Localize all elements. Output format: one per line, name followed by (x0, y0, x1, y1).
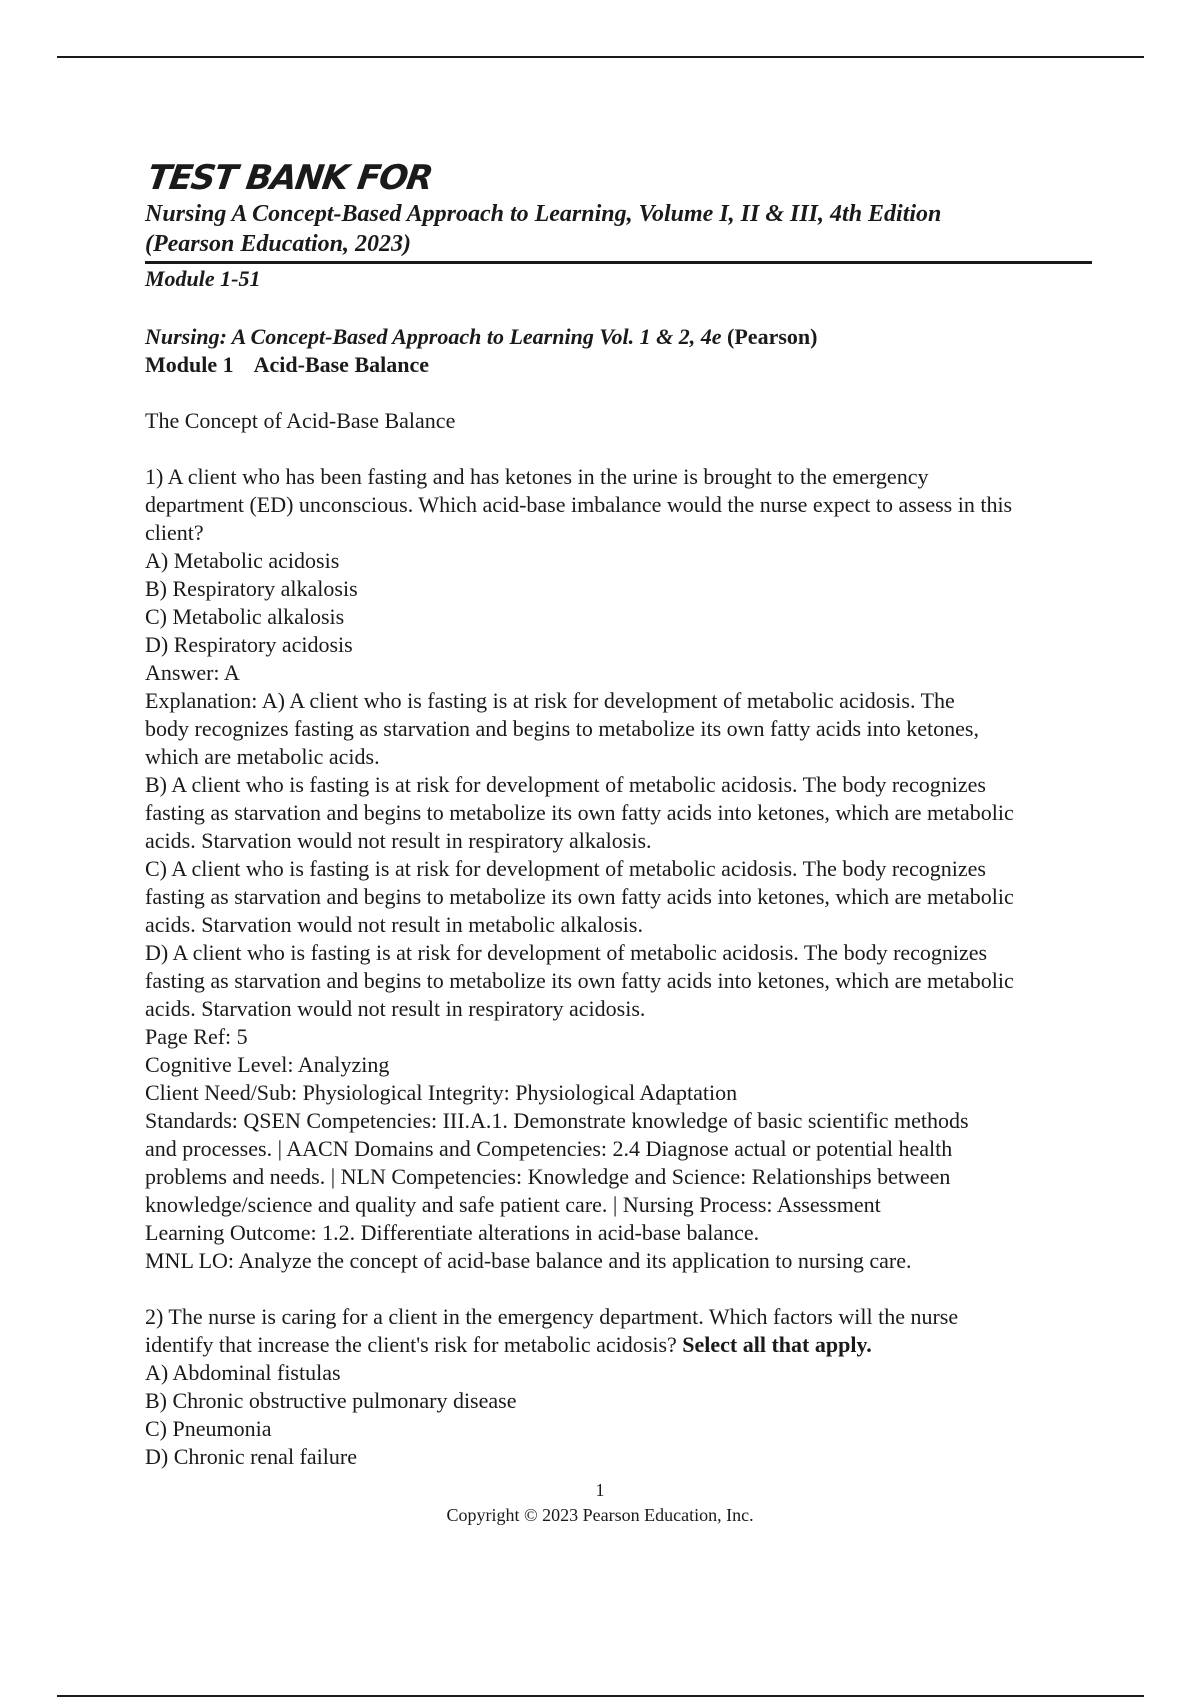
q1-standards-3: problems and needs. | NLN Competencies: Knowledge and Science: Relationships between (145, 1164, 951, 1189)
q1-page-ref: Page Ref: 5 (145, 1024, 248, 1049)
q1-explanation-a-1: Explanation: A) A client who is fasting is at risk for development of metabolic acidosis. The (145, 688, 955, 713)
q1-explanation-b-1: B) A client who is fasting is at risk for development of metabolic acidosis. The body recognizes (145, 772, 986, 797)
q1-explanation-d-1: D) A client who is fasting is at risk for development of metabolic acidosis. The body recognizes (145, 940, 988, 965)
q1-option-b: B) Respiratory alkalosis (145, 576, 358, 601)
q1-explanation-b-3: acids. Starvation would not result in respiratory alkalosis. (145, 828, 652, 853)
test-bank-heading: TEST BANK FOR (145, 158, 435, 198)
q1-explanation-a-3: which are metabolic acids. (145, 744, 380, 769)
q1-cognitive-level: Cognitive Level: Analyzing (145, 1052, 390, 1077)
q1-explanation-a-2: body recognizes fasting as starvation and begins to metabolize its own fatty acids into ketones, (145, 716, 979, 741)
q1-standards-2: and processes. | AACN Domains and Competencies: 2.4 Diagnose actual or potential health (145, 1136, 953, 1161)
q2-stem-text: identify that increase the client's risk for metabolic acidosis? (145, 1332, 677, 1357)
q1-stem-line-3: client? (145, 520, 204, 545)
title-underline (145, 261, 1092, 264)
module-range: Module 1-51 (145, 266, 261, 291)
edition-line (145, 323, 1095, 351)
q1-standards-1: Standards: QSEN Competencies: III.A.1. Demonstrate knowledge of basic scientific methods (145, 1108, 969, 1133)
q1-explanation-d-3: acids. Starvation would not result in respiratory acidosis. (145, 996, 646, 1021)
question-2 (145, 1303, 1095, 1471)
q1-explanation-c-3: acids. Starvation would not result in metabolic alkalosis. (145, 912, 643, 937)
edition-title: Nursing: A Concept-Based Approach to Learning Vol. 1 & 2, 4e (145, 324, 722, 349)
q2-option-d: D) Chronic renal failure (145, 1444, 357, 1469)
q1-answer: Answer: A (145, 660, 240, 685)
top-rule (57, 56, 1144, 58)
q1-mnl-lo: MNL LO: Analyze the concept of acid-base balance and its application to nursing care. (145, 1248, 912, 1273)
concept-title: The Concept of Acid-Base Balance (145, 408, 456, 433)
book-title-line-1: Nursing A Concept-Based Approach to Learning, Volume I, II & III, 4th Edition (145, 201, 942, 227)
module-title: Acid-Base Balance (253, 352, 430, 377)
q1-explanation-b-2: fasting as starvation and begins to metabolize its own fatty acids into ketones, which are metabolic (145, 800, 1014, 825)
q2-option-b: B) Chronic obstructive pulmonary disease (145, 1388, 517, 1413)
q1-option-d: D) Respiratory acidosis (145, 632, 353, 657)
book-title-line-2: (Pearson Education, 2023) (145, 231, 412, 257)
q2-option-a: A) Abdominal fistulas (145, 1360, 341, 1385)
q1-standards-4: knowledge/science and quality and safe patient care. | Nursing Process: Assessment (145, 1192, 881, 1217)
page-footer (0, 1478, 1200, 1528)
module-number: Module 1 (145, 352, 234, 377)
q1-explanation-d-2: fasting as starvation and begins to metabolize its own fatty acids into ketones, which are metabolic (145, 968, 1014, 993)
q2-stem-line-2 (145, 1331, 1095, 1359)
edition-publisher: (Pearson) (727, 324, 818, 349)
q1-option-c: C) Metabolic alkalosis (145, 604, 345, 629)
q1-client-need: Client Need/Sub: Physiological Integrity: Physiological Adaptation (145, 1080, 738, 1105)
document-page (145, 158, 1095, 1471)
book-title (145, 199, 1095, 259)
q2-select-all: Select all that apply. (682, 1332, 872, 1357)
copyright: Copyright © 2023 Pearson Education, Inc. (446, 1505, 754, 1525)
q1-stem-line-1: 1) A client who has been fasting and has ketones in the urine is brought to the emergency (145, 464, 929, 489)
page-number: 1 (595, 1480, 605, 1500)
q1-option-a: A) Metabolic acidosis (145, 548, 340, 573)
module-heading (145, 351, 1095, 379)
q2-option-c: C) Pneumonia (145, 1416, 272, 1441)
q1-stem-line-2: department (ED) unconscious. Which acid-base imbalance would the nurse expect to assess in this (145, 492, 1013, 517)
question-1 (145, 463, 1095, 1275)
q1-explanation-c-1: C) A client who is fasting is at risk for development of metabolic acidosis. The body recognizes (145, 856, 986, 881)
q1-learning-outcome: Learning Outcome: 1.2. Differentiate alterations in acid-base balance. (145, 1220, 760, 1245)
bottom-rule (57, 1695, 1144, 1697)
q2-stem-line-1: 2) The nurse is caring for a client in the emergency department. Which factors will the nurse (145, 1304, 959, 1329)
q1-explanation-c-2: fasting as starvation and begins to metabolize its own fatty acids into ketones, which are metabolic (145, 884, 1014, 909)
